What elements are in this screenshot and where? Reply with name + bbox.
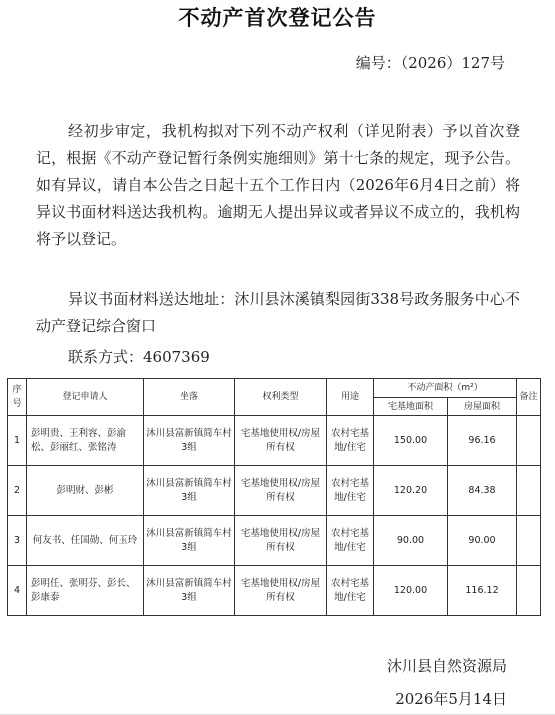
cell-location: 沐川县富新镇简车村3组 (144, 416, 235, 466)
contact-line: 联系方式：4607369 (68, 348, 210, 366)
cell-land-area: 120.20 (374, 466, 448, 516)
cell-applicant: 彭明任、张明芬、彭长、彭康泰 (27, 566, 144, 616)
cell-applicant: 何友书、任国勋、何玉玲 (27, 516, 144, 566)
issuing-organization: 沐川县自然资源局 (386, 657, 507, 675)
header-applicant: 登记申请人 (27, 379, 144, 416)
notice-title: 不动产首次登记公告 (178, 6, 377, 30)
cell-applicant: 彭明贵、王利容、彭渝松、彭丽红、张铭涛 (27, 416, 144, 466)
table-row (8, 516, 541, 566)
header-house-area: 房屋面积 (448, 398, 517, 416)
cell-usage: 农村宅基地/住宅 (327, 566, 374, 616)
cell-seq: 4 (8, 566, 27, 616)
registration-table (7, 378, 541, 616)
header-location: 坐落 (144, 379, 235, 416)
cell-remarks (517, 516, 541, 566)
cell-right-type: 宅基地使用权/房屋所有权 (235, 516, 327, 566)
cell-house-area: 96.16 (448, 416, 517, 466)
cell-remarks (517, 416, 541, 466)
table-row (8, 416, 541, 466)
header-usage: 用途 (327, 379, 374, 416)
table-row (8, 466, 541, 516)
cell-right-type: 宅基地使用权/房屋所有权 (235, 566, 327, 616)
notice-paragraph: 经初步审定，我机构拟对下列不动产权利（详见附表）予以首次登记，根据《不动产登记暂行条例实施细则》第十七条的规定，现予公告。如有异议，请自本公告之日起十五个工作日内（2026年6月4日之前）将异议书面材料送达我机构。逾期无人提出异议或者异议不成立的，我机构将予以登记。 (36, 122, 520, 248)
cell-house-area: 90.00 (448, 516, 517, 566)
cell-seq: 2 (8, 466, 27, 516)
cell-location: 沐川县富新镇简车村3组 (144, 516, 235, 566)
cell-location: 沐川县富新镇简车村3组 (144, 566, 235, 616)
cell-land-area: 150.00 (374, 416, 448, 466)
cell-usage: 农村宅基地/住宅 (327, 516, 374, 566)
cell-usage: 农村宅基地/住宅 (327, 416, 374, 466)
cell-house-area: 84.38 (448, 466, 517, 516)
cell-house-area: 116.12 (448, 566, 517, 616)
document-number: 编号：（2026）127号 (355, 54, 505, 72)
header-remarks: 备注 (517, 379, 541, 416)
cell-seq: 1 (8, 416, 27, 466)
cell-right-type: 宅基地使用权/房屋所有权 (235, 466, 327, 516)
cell-right-type: 宅基地使用权/房屋所有权 (235, 416, 327, 466)
table-row (8, 566, 541, 616)
cell-land-area: 90.00 (374, 516, 448, 566)
header-right-type: 权利类型 (235, 379, 327, 416)
cell-remarks (517, 566, 541, 616)
issue-date: 2026年5月14日 (395, 690, 507, 708)
header-seq: 序号 (8, 379, 27, 416)
header-land-area: 宅基地面积 (374, 398, 448, 416)
header-area-group: 不动产面积（m²） (374, 379, 517, 398)
cell-applicant: 彭明财、彭彬 (27, 466, 144, 516)
cell-remarks (517, 466, 541, 516)
cell-seq: 3 (8, 516, 27, 566)
cell-land-area: 120.00 (374, 566, 448, 616)
cell-usage: 农村宅基地/住宅 (327, 466, 374, 516)
objection-address-paragraph: 异议书面材料送达地址：沐川县沐溪镇梨园街338号政务服务中心不动产登记综合窗口 (36, 290, 520, 335)
cell-location: 沐川县富新镇简车村3组 (144, 466, 235, 516)
